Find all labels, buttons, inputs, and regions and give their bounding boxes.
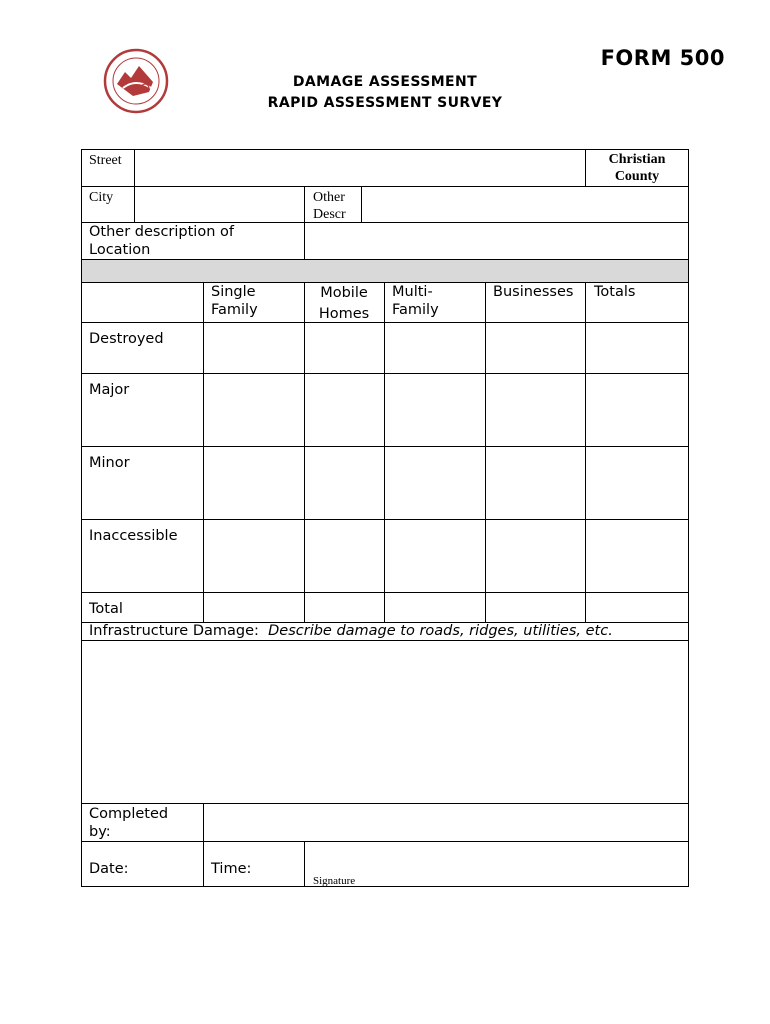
other-location-field[interactable] bbox=[305, 223, 688, 259]
form-number: FORM 500 bbox=[600, 46, 725, 70]
col-businesses: Businesses bbox=[493, 284, 574, 300]
signature-field[interactable] bbox=[305, 842, 688, 886]
row-minor: Minor bbox=[89, 455, 130, 471]
county-seal-icon bbox=[103, 48, 169, 114]
city-field[interactable] bbox=[135, 187, 304, 222]
other-descr-field[interactable] bbox=[362, 187, 688, 222]
col-totals: Totals bbox=[594, 284, 636, 300]
street-field[interactable] bbox=[135, 150, 585, 186]
other-descr-label: Other Descr bbox=[313, 190, 346, 222]
time-label: Time: bbox=[211, 861, 252, 877]
other-location-label: Other description of Location bbox=[89, 224, 234, 258]
infrastructure-hint: Describe damage to roads, ridges, utilities, etc. bbox=[268, 623, 613, 639]
date-label: Date: bbox=[89, 861, 129, 877]
street-label: Street bbox=[89, 153, 122, 168]
infrastructure-damage-field[interactable] bbox=[82, 641, 688, 803]
county-label: Christian County bbox=[608, 152, 666, 184]
city-label: City bbox=[89, 190, 114, 205]
row-inaccessible: Inaccessible bbox=[89, 528, 178, 544]
col-multi-family: Multi- Family bbox=[392, 284, 439, 318]
signature-label: Signature bbox=[313, 875, 356, 887]
shaded-separator-row bbox=[81, 259, 689, 282]
row-major: Major bbox=[89, 382, 130, 398]
assessment-form bbox=[81, 149, 689, 887]
completed-by-label: Completed by: bbox=[89, 806, 169, 840]
row-destroyed: Destroyed bbox=[89, 331, 164, 347]
col-single-family: Single Family bbox=[211, 284, 258, 318]
col-mobile-homes: Mobile Homes bbox=[318, 285, 370, 322]
row-total: Total bbox=[89, 601, 123, 617]
completed-by-field[interactable] bbox=[204, 804, 688, 841]
infrastructure-damage-label: Infrastructure Damage: Describe damage to roads, ridges, utilities, etc. bbox=[89, 623, 613, 639]
form-title: DAMAGE ASSESSMENT bbox=[292, 74, 478, 90]
form-subtitle: RAPID ASSESSMENT SURVEY bbox=[267, 95, 503, 111]
